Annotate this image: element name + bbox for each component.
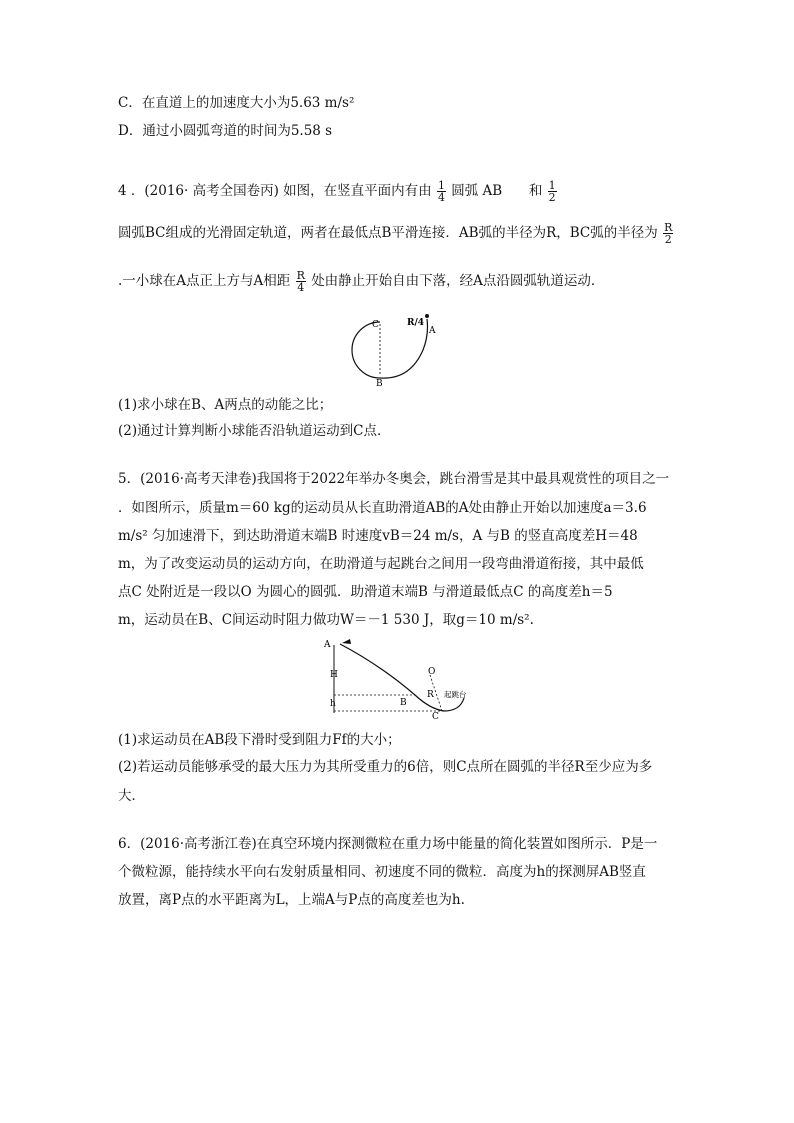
- fraction-one-quarter: $\frac{1}{4}$: [437, 179, 445, 204]
- label-a: A: [429, 326, 436, 336]
- label-h-big: H: [330, 670, 338, 680]
- label-b: B: [376, 379, 383, 389]
- q6-line-1: 6．(2016·高考浙江卷)在真空环境内探测微粒在重力场中能量的简化装置如图所示．P是一: [118, 836, 658, 852]
- label-r4: R/4: [407, 318, 425, 328]
- fraction-r-half: $\frac{R}{2}$: [664, 221, 673, 246]
- q5-line-2: ．如图所示，质量m＝60 kg的运动员从长直助滑道AB的A处由静止开始以加速度a＝3.6: [118, 500, 647, 516]
- q5-line-5: 点C 处附近是一段以O 为圆心的圆弧．助滑道末端B 与滑道最低点C 的高度差h＝5: [118, 584, 613, 600]
- skier-icon: [342, 639, 351, 644]
- label-platform: 起跳台: [444, 690, 467, 699]
- q4-sub-1: (1)求小球在B、A两点的动能之比；: [118, 397, 333, 413]
- label-c: C: [432, 712, 439, 720]
- label-c: C: [372, 320, 379, 330]
- q5-sub-1: (1)求运动员在AB段下滑时受到阻力Ff的大小；: [118, 732, 401, 748]
- label-b: B: [400, 698, 407, 708]
- label-r: R: [427, 690, 434, 700]
- q5-sub-2b: 大．: [118, 788, 145, 804]
- q6-line-3: 放置，离P点的水平距离为L，上端A与P点的高度差也为h.: [118, 892, 465, 908]
- q5-line-6: m，运动员在B、C间运动时阻力做功W＝－1 530 J，取g＝10 m/s².: [118, 612, 534, 628]
- q6-line-2: 个微粒源，能持续水平向右发射质量相同、初速度不同的微粒．高度为h的探测屏AB竖直: [118, 864, 646, 880]
- option-c: C．在直道上的加速度大小为5.63 m/s²: [118, 95, 355, 111]
- label-o: O: [428, 667, 436, 677]
- q4-track-figure: [345, 305, 455, 390]
- q5-line-3: m/s² 匀加速滑下，到达助滑道末端B 时速度vB＝24 m/s，A 与B 的竖直高度差H＝48: [118, 528, 638, 544]
- label-h-small: h: [330, 699, 336, 709]
- q5-sub-2a: (2)若运动员能够承受的最大压力为其所受重力的6倍，则C点所在圆弧的半径R至少应为多: [118, 759, 653, 775]
- q4-line-3: .一小球在A点正上方与A相距 $\frac{R}{4}$ 处由静止开始自由下落，经A点沿圆弧轨道运动．: [118, 269, 605, 294]
- fraction-one-half: $\frac{1}{2}$: [548, 179, 556, 204]
- label-a: A: [324, 640, 331, 650]
- option-d: D．通过小圆弧弯道的时间为5.58 s: [118, 123, 333, 139]
- q4-sub-2: (2)通过计算判断小球能否沿轨道运动到C点．: [118, 423, 391, 439]
- q4-number: 4: [118, 183, 127, 199]
- q5-line-1: 5．(2016·高考天津卷)我国将于2022年举办冬奥会，跳台滑雪是其中最具观赏性的项目之一: [118, 471, 670, 487]
- q4-line-2: 圆弧BC组成的光滑固定轨道，两者在最低点B平滑连接．AB弧的半径为R，BC弧的半径为 $\frac{R}{2}$: [118, 221, 673, 246]
- fraction-r-quarter: $\frac{R}{4}$: [296, 269, 305, 294]
- q4-line-1: 4 ．(2016· 高考全国卷丙) 如图，在竖直平面内有由 $\frac{1}{4}$ 圆弧 AB 和 $\frac{1}{2}$: [118, 179, 556, 204]
- q5-line-4: m，为了改变运动员的运动方向，在助滑道与起跳台之间用一段弯曲滑道衔接，其中最低: [118, 556, 644, 572]
- q5-ski-jump-figure: [320, 635, 480, 720]
